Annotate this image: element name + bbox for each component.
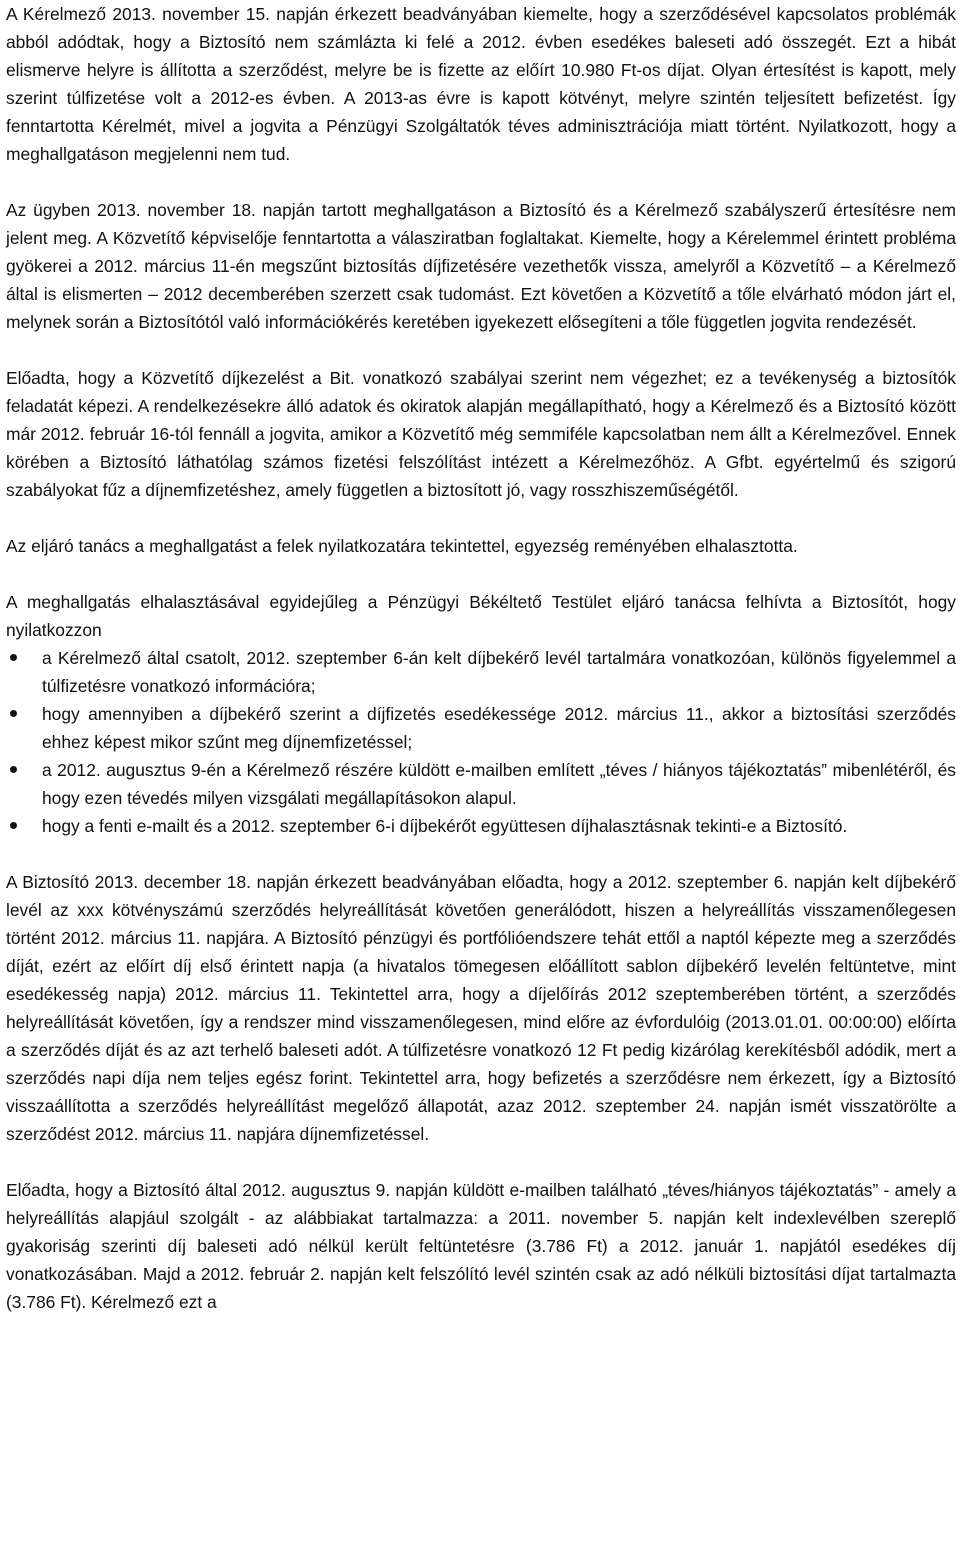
document-page bbox=[6, 0, 956, 1316]
bullet-item bbox=[6, 756, 956, 812]
paragraph-insurer-response: A Biztosító 2013. december 18. napján érkezett beadványában előadta, hogy a 2012. szeptember 6. napján kelt díjbekérő levél az xxx kötvényszámú szerződés helyreállítását követően generálódott, hiszen a helyreállítás visszamenőlegesen történt 2012. március 11. napjára. A Biztosító pénzügyi és portfólióendszere tehát ettől a naptól képezte meg a szerződés díját, ezért az előírt díj első érintett napja (a hivatalos tömegesen előállított sablon díjbekérő levelén feltüntetve, mint esedékesség napja) 2012. március 11. Tekintettel arra, hogy a díjelőírás 2012 szeptemberében történt, a szerződés helyreállítását követően, így a rendszer mind visszamenőlegesen, mind előre az évfordulóig (2013.01.01. 00:00:00) előírta a szerződés díját és az azt terhelő baleseti adót. A túlfizetésre vonatkozó 12 Ft pedig kizárólag kerekítésből adódik, mert a szerződés napi díja nem teljes egész forint. Tekintettel arra, hogy befizetés a szerződésre nem érkezett, így a Biztosító visszaállította a szerződés helyreállítást megelőző állapotát, azaz 2012. szeptember 24. napján ismét visszatörölte a szerződést 2012. március 11. napjára díjnemfizetéssel. bbox=[6, 872, 956, 1144]
paragraph-postponement: Az eljáró tanács a meghallgatást a felek nyilatkozatára tekintettel, egyezség reményében elhalasztotta. bbox=[6, 536, 798, 556]
bullet-item bbox=[6, 700, 956, 756]
paragraph-request-to-insurer: A meghallgatás elhalasztásával egyidejűleg a Pénzügyi Békéltető Testület eljáró tanácsa felhívta a Biztosítót, hogy nyilatkozzon bbox=[6, 592, 956, 640]
bullet-text: hogy amennyiben a díjbekérő szerint a díjfizetés esedékessége 2012. március 11., akkor a biztosítási szerződés ehhez képest mikor szűnt meg díjnemfizetéssel; bbox=[42, 704, 956, 752]
bullet-text: a Kérelmező által csatolt, 2012. szeptember 6-án kelt díjbekérő levél tartalmára vonatkozóan, különös figyelemmel a túlfizetésre vonatkozó információra; bbox=[42, 648, 956, 696]
bullet-text: a 2012. augusztus 9-én a Kérelmező részére küldött e-mailben említett „téves / hiányos tájékoztatás” mibenlétéről, és hogy ezen tévedés milyen vizsgálati megállapításokon alapul. bbox=[42, 760, 956, 808]
bullet-dot-icon bbox=[10, 766, 17, 773]
bullet-dot-icon bbox=[10, 654, 17, 661]
paragraph-complaint-submission: A Kérelmező 2013. november 15. napján érkezett beadványában kiemelte, hogy a szerződésével kapcsolatos problémák abból adódtak, hogy a Biztosító nem számlázta ki felé a 2012. évben esedékes baleseti adó összegét. Ezt a hibát elismerve helyre is állította a szerződést, melyre be is fizette az előírt 10.980 Ft-os díjat. Olyan értesítést is kapott, mely szerint túlfizetése volt a 2012-es évben. A 2013-as évre is kapott kötvényt, melyre szintén teljesített befizetést. Így fenntartotta Kérelmét, mivel a jogvita a Pénzügyi Szolgáltatók téves adminisztrációja miatt történt. Nyilatkozott, hogy a meghallgatáson megjelenni nem tud. bbox=[6, 4, 956, 164]
paragraph-erroneous-information: Előadta, hogy a Biztosító által 2012. augusztus 9. napján küldött e-mailben található „téves/hiányos tájékoztatás” - amely a helyreállítás alapjául szolgált - az alábbiakat tartalmazza: a 2011. november 5. napján kelt indexlevélben szereplő gyakoriság szerinti díj baleseti adó nélkül került feltüntetésre (3.786 Ft) a 2012. január 1. napjától esedékes díj vonatkozásában. Majd a 2012. február 2. napján kelt felszólító levél szintén csak az adó nélküli biztosítási díjat tartalmazta (3.786 Ft). Kérelmező ezt a bbox=[6, 1180, 956, 1312]
paragraph-hearing: Az ügyben 2013. november 18. napján tartott meghallgatáson a Biztosító és a Kérelmező szabályszerű értesítésre nem jelent meg. A Közvetítő képviselője fenntartotta a válasziratban foglaltakat. Kiemelte, hogy a Kérelemmel érintett probléma gyökerei a 2012. március 11-én megszűnt biztosítás díjfizetésére vezethetők vissza, amelyről a Közvetítő – a Kérelmező által is elismerten – 2012 decemberében szerzett csak tudomást. Ezt követően a Közvetítő a tőle elvárható módon járt el, melynek során a Biztosítótól való információkérés keretében igyekezett elősegíteni a tőle független jogvita rendezését. bbox=[6, 200, 956, 332]
bullet-dot-icon bbox=[10, 822, 17, 829]
bullet-text: hogy a fenti e-mailt és a 2012. szeptember 6-i díjbekérőt együttesen díjhalasztásnak tekinti-e a Biztosító. bbox=[42, 816, 848, 836]
bullet-item bbox=[6, 644, 956, 700]
bullet-dot-icon bbox=[10, 710, 17, 717]
request-bullet-list bbox=[6, 644, 956, 840]
paragraph-intermediary-statement: Előadta, hogy a Közvetítő díjkezelést a Bit. vonatkozó szabályai szerint nem végezhet; ez a tevékenység a biztosítók feladatát képezi. A rendelkezésekre álló adatok és okiratok alapján megállapítható, hogy a Kérelmező és a Biztosító között már 2012. február 16-tól fennáll a jogvita, amikor a Közvetítő még semmiféle kapcsolatban nem állt a Kérelmezővel. Ennek körében a Biztosító láthatólag számos fizetési felszólítást intézett a Kérelmezőhöz. A Gfbt. egyértelmű és szigorú szabályokat fűz a díjnemfizetéshez, amely független a biztosított jó, vagy rosszhiszeműségétől. bbox=[6, 368, 956, 500]
bullet-item bbox=[6, 812, 956, 840]
